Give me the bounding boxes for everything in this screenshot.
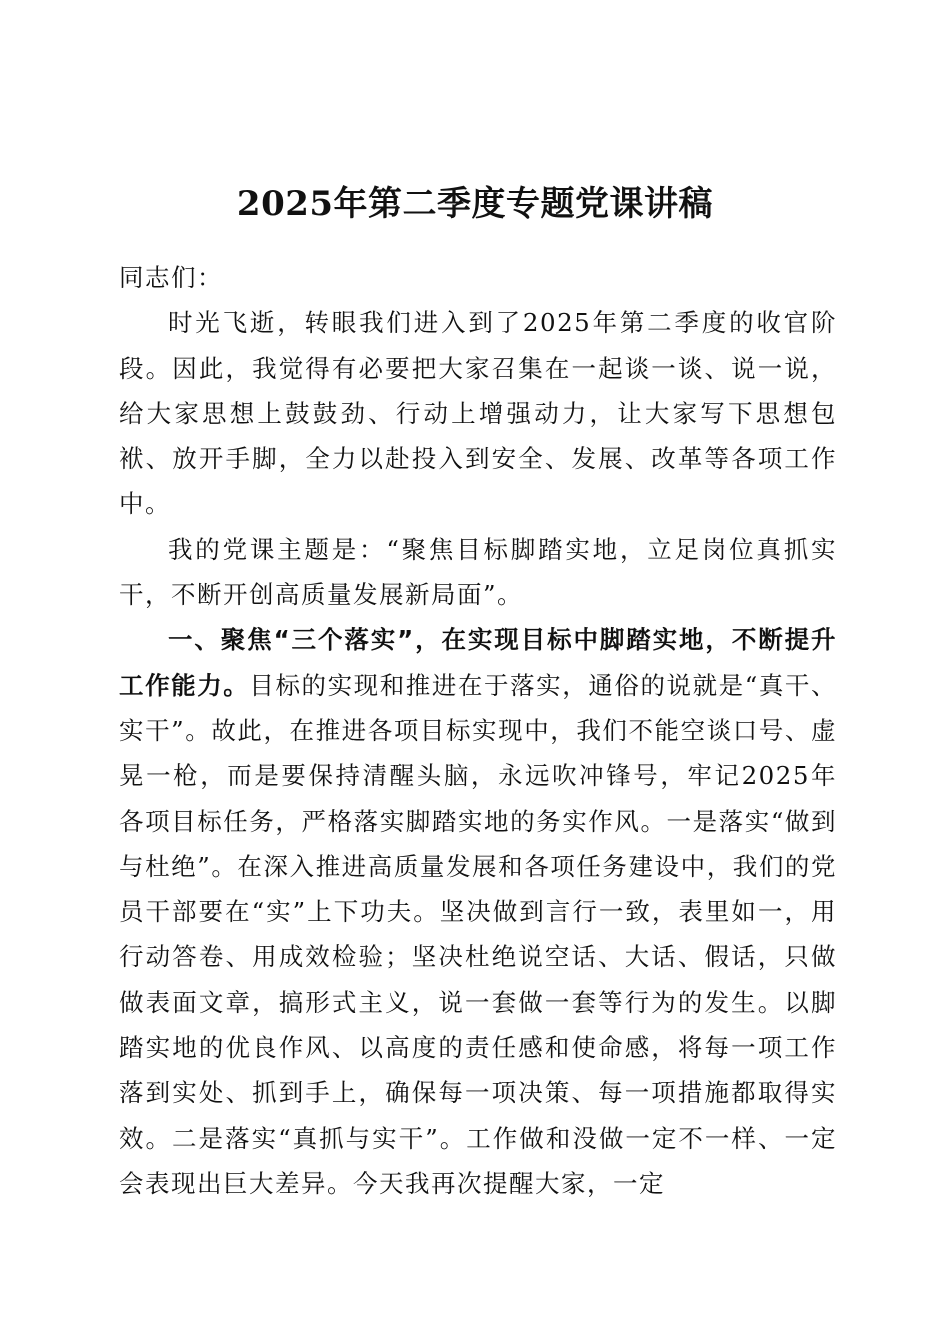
section-1-paragraph <box>119 617 837 1206</box>
salutation: 同志们： <box>119 263 223 292</box>
section-1-heading: 一、聚焦“三个落实”，在实现目标中脚踏实地，不断提升工作能力。 <box>119 625 837 700</box>
paragraph-intro: 时光飞逝，转眼我们进入到了2025年第二季度的收官阶段。因此，我觉得有必要把大家召集在一起谈一谈、说一说，给大家思想上鼓鼓劲、行动上增强动力，让大家写下思想包袱、放开手脚，全力以赴投入到安全、发展、改革等各项工作中。 <box>119 308 837 519</box>
document-body <box>119 255 837 1206</box>
section-1-body: 目标的实现和推进在于落实，通俗的说就是“真干、实干”。故此，在推进各项目标实现中，我们不能空谈口号、虚晃一枪，而是要保持清醒头脑，永远吹冲锋号，牢记2025年各项目标任务，严格落实脚踏实地的务实作风。一是落实“做到与杜绝”。在深入推进高质量发展和各项任务建设中，我们的党员干部要在“实”上下功夫。坚决做到言行一致，表里如一，用行动答卷、用成效检验；坚决杜绝说空话、大话、假话，只做做表面文章，搞形式主义，说一套做一套等行为的发生。以脚踏实地的优良作风、以高度的责任感和使命感，将每一项工作落到实处、抓到手上，确保每一项决策、每一项措施都取得实效。二是落实“真抓与实干”。工作做和没做一定不一样、一定会表现出巨大差异。今天我再次提醒大家，一定 <box>119 670 838 1198</box>
document-title: 2025年第二季度专题党课讲稿 <box>236 184 714 224</box>
paragraph-theme: 我的党课主题是：“聚焦目标脚踏实地，立足岗位真抓实干，不断开创高质量发展新局面”。 <box>119 534 837 610</box>
